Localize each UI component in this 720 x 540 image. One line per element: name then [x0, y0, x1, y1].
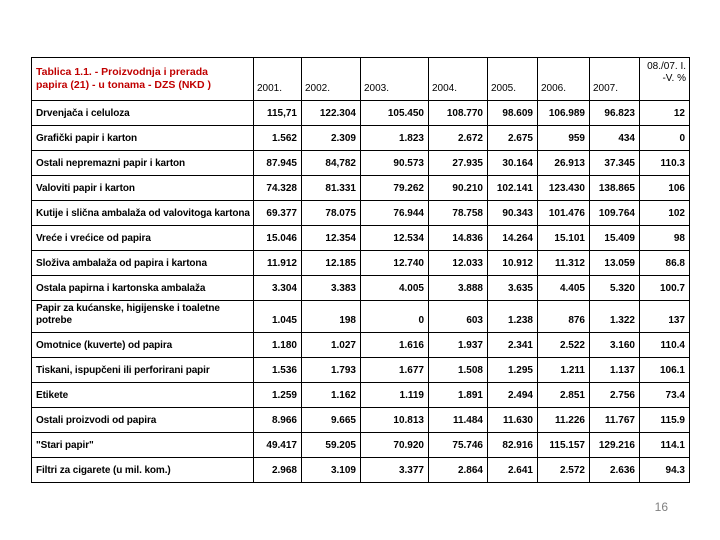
year-column-header: 2005.	[488, 58, 538, 101]
value-cell: 102.141	[488, 176, 538, 201]
value-cell: 102	[640, 201, 690, 226]
value-cell: 2.309	[302, 126, 361, 151]
table-row	[32, 201, 690, 226]
year-column-header: 2003.	[361, 58, 429, 101]
value-cell: 12.740	[361, 251, 429, 276]
value-cell: 1.677	[361, 358, 429, 383]
table-header-row	[32, 58, 690, 101]
value-cell: 1.180	[254, 333, 302, 358]
value-cell: 13.059	[590, 251, 640, 276]
value-cell: 27.935	[429, 151, 488, 176]
value-cell: 137	[640, 301, 690, 333]
value-cell: 9.665	[302, 408, 361, 433]
table-row	[32, 151, 690, 176]
row-label: "Stari papir"	[32, 433, 254, 458]
value-cell: 110.4	[640, 333, 690, 358]
row-label: Filtri za cigarete (u mil. kom.)	[32, 458, 254, 483]
value-cell: 4.005	[361, 276, 429, 301]
value-cell: 198	[302, 301, 361, 333]
value-cell: 1.211	[538, 358, 590, 383]
value-cell: 3.304	[254, 276, 302, 301]
table-row	[32, 176, 690, 201]
value-cell: 10.912	[488, 251, 538, 276]
value-cell: 74.328	[254, 176, 302, 201]
table-row	[32, 126, 690, 151]
value-cell: 122.304	[302, 101, 361, 126]
value-cell: 1.238	[488, 301, 538, 333]
value-cell: 5.320	[590, 276, 640, 301]
value-cell: 1.562	[254, 126, 302, 151]
value-cell: 3.888	[429, 276, 488, 301]
table-row	[32, 276, 690, 301]
table-title	[32, 58, 254, 101]
value-cell: 2.756	[590, 383, 640, 408]
value-cell: 109.764	[590, 201, 640, 226]
value-cell: 87.945	[254, 151, 302, 176]
row-label: Etikete	[32, 383, 254, 408]
value-cell: 73.4	[640, 383, 690, 408]
row-label: Ostali nepremazni papir i karton	[32, 151, 254, 176]
value-cell: 434	[590, 126, 640, 151]
row-label: Složiva ambalaža od papira i kartona	[32, 251, 254, 276]
value-cell: 84,782	[302, 151, 361, 176]
value-cell: 1.119	[361, 383, 429, 408]
value-cell: 11.484	[429, 408, 488, 433]
value-cell: 108.770	[429, 101, 488, 126]
row-label: Drvenjača i celuloza	[32, 101, 254, 126]
value-cell: 106.1	[640, 358, 690, 383]
value-cell: 106.989	[538, 101, 590, 126]
value-cell: 129.216	[590, 433, 640, 458]
value-cell: 1.793	[302, 358, 361, 383]
pct-header-line1: 08./07. I.	[647, 61, 686, 72]
value-cell: 123.430	[538, 176, 590, 201]
value-cell: 3.383	[302, 276, 361, 301]
pct-column-header	[640, 58, 690, 101]
value-cell: 1.937	[429, 333, 488, 358]
year-column-header: 2002.	[302, 58, 361, 101]
value-cell: 90.210	[429, 176, 488, 201]
value-cell: 115,71	[254, 101, 302, 126]
value-cell: 11.312	[538, 251, 590, 276]
value-cell: 115.157	[538, 433, 590, 458]
value-cell: 96.823	[590, 101, 640, 126]
value-cell: 2.641	[488, 458, 538, 483]
value-cell: 1.891	[429, 383, 488, 408]
value-cell: 78.758	[429, 201, 488, 226]
value-cell: 11.630	[488, 408, 538, 433]
value-cell: 100.7	[640, 276, 690, 301]
value-cell: 2.851	[538, 383, 590, 408]
value-cell: 15.409	[590, 226, 640, 251]
value-cell: 1.295	[488, 358, 538, 383]
value-cell: 75.746	[429, 433, 488, 458]
value-cell: 1.536	[254, 358, 302, 383]
value-cell: 94.3	[640, 458, 690, 483]
value-cell: 69.377	[254, 201, 302, 226]
value-cell: 14.836	[429, 226, 488, 251]
value-cell: 138.865	[590, 176, 640, 201]
value-cell: 2.672	[429, 126, 488, 151]
row-label: Ostala papirna i kartonska ambalaža	[32, 276, 254, 301]
year-column-header: 2004.	[429, 58, 488, 101]
table-row	[32, 408, 690, 433]
value-cell: 115.9	[640, 408, 690, 433]
table-row	[32, 251, 690, 276]
row-label: Grafički papir i karton	[32, 126, 254, 151]
table-title-line2: papira (21) - u tonama - DZS (NKD )	[36, 79, 212, 91]
value-cell: 101.476	[538, 201, 590, 226]
value-cell: 3.635	[488, 276, 538, 301]
year-column-header: 2001.	[254, 58, 302, 101]
value-cell: 603	[429, 301, 488, 333]
value-cell: 2.864	[429, 458, 488, 483]
table-row	[32, 358, 690, 383]
value-cell: 30.164	[488, 151, 538, 176]
value-cell: 12	[640, 101, 690, 126]
value-cell: 4.405	[538, 276, 590, 301]
table-row	[32, 333, 690, 358]
production-table	[31, 57, 690, 483]
row-label: Valoviti papir i karton	[32, 176, 254, 201]
value-cell: 2.522	[538, 333, 590, 358]
value-cell: 876	[538, 301, 590, 333]
value-cell: 959	[538, 126, 590, 151]
value-cell: 12.185	[302, 251, 361, 276]
table-row	[32, 301, 690, 333]
value-cell: 90.343	[488, 201, 538, 226]
value-cell: 0	[361, 301, 429, 333]
value-cell: 98	[640, 226, 690, 251]
row-label: Ostali proizvodi od papira	[32, 408, 254, 433]
value-cell: 114.1	[640, 433, 690, 458]
value-cell: 90.573	[361, 151, 429, 176]
value-cell: 2.968	[254, 458, 302, 483]
value-cell: 78.075	[302, 201, 361, 226]
value-cell: 26.913	[538, 151, 590, 176]
value-cell: 3.109	[302, 458, 361, 483]
value-cell: 12.033	[429, 251, 488, 276]
value-cell: 70.920	[361, 433, 429, 458]
value-cell: 37.345	[590, 151, 640, 176]
value-cell: 1.162	[302, 383, 361, 408]
value-cell: 82.916	[488, 433, 538, 458]
value-cell: 15.101	[538, 226, 590, 251]
year-column-header: 2006.	[538, 58, 590, 101]
table-row	[32, 383, 690, 408]
value-cell: 12.354	[302, 226, 361, 251]
value-cell: 105.450	[361, 101, 429, 126]
value-cell: 8.966	[254, 408, 302, 433]
value-cell: 79.262	[361, 176, 429, 201]
row-label: Papir za kućanske, higijenske i toaletne potrebe	[32, 301, 254, 333]
value-cell: 106	[640, 176, 690, 201]
page-number: 16	[654, 500, 668, 514]
value-cell: 49.417	[254, 433, 302, 458]
value-cell: 1.259	[254, 383, 302, 408]
table-row	[32, 458, 690, 483]
value-cell: 2.494	[488, 383, 538, 408]
value-cell: 11.226	[538, 408, 590, 433]
value-cell: 81.331	[302, 176, 361, 201]
row-label: Kutije i slična ambalaža od valovitoga kartona	[32, 201, 254, 226]
row-label: Tiskani, ispupčeni ili perforirani papir	[32, 358, 254, 383]
value-cell: 98.609	[488, 101, 538, 126]
value-cell: 2.341	[488, 333, 538, 358]
year-column-header: 2007.	[590, 58, 640, 101]
value-cell: 1.027	[302, 333, 361, 358]
table-title-line1: Tablica 1.1. - Proizvodnja i prerada	[36, 66, 208, 78]
row-label: Vreće i vrećice od papira	[32, 226, 254, 251]
value-cell: 1.508	[429, 358, 488, 383]
value-cell: 86.8	[640, 251, 690, 276]
row-label: Omotnice (kuverte) od papira	[32, 333, 254, 358]
value-cell: 2.675	[488, 126, 538, 151]
table-row	[32, 433, 690, 458]
value-cell: 14.264	[488, 226, 538, 251]
value-cell: 0	[640, 126, 690, 151]
value-cell: 110.3	[640, 151, 690, 176]
value-cell: 59.205	[302, 433, 361, 458]
value-cell: 1.322	[590, 301, 640, 333]
value-cell: 1.616	[361, 333, 429, 358]
table-row	[32, 101, 690, 126]
value-cell: 2.572	[538, 458, 590, 483]
value-cell: 3.377	[361, 458, 429, 483]
value-cell: 1.823	[361, 126, 429, 151]
value-cell: 15.046	[254, 226, 302, 251]
pct-header-line2: -V. %	[662, 73, 686, 84]
value-cell: 11.912	[254, 251, 302, 276]
value-cell: 1.045	[254, 301, 302, 333]
value-cell: 11.767	[590, 408, 640, 433]
value-cell: 10.813	[361, 408, 429, 433]
table-row	[32, 226, 690, 251]
value-cell: 76.944	[361, 201, 429, 226]
value-cell: 12.534	[361, 226, 429, 251]
value-cell: 1.137	[590, 358, 640, 383]
value-cell: 3.160	[590, 333, 640, 358]
value-cell: 2.636	[590, 458, 640, 483]
